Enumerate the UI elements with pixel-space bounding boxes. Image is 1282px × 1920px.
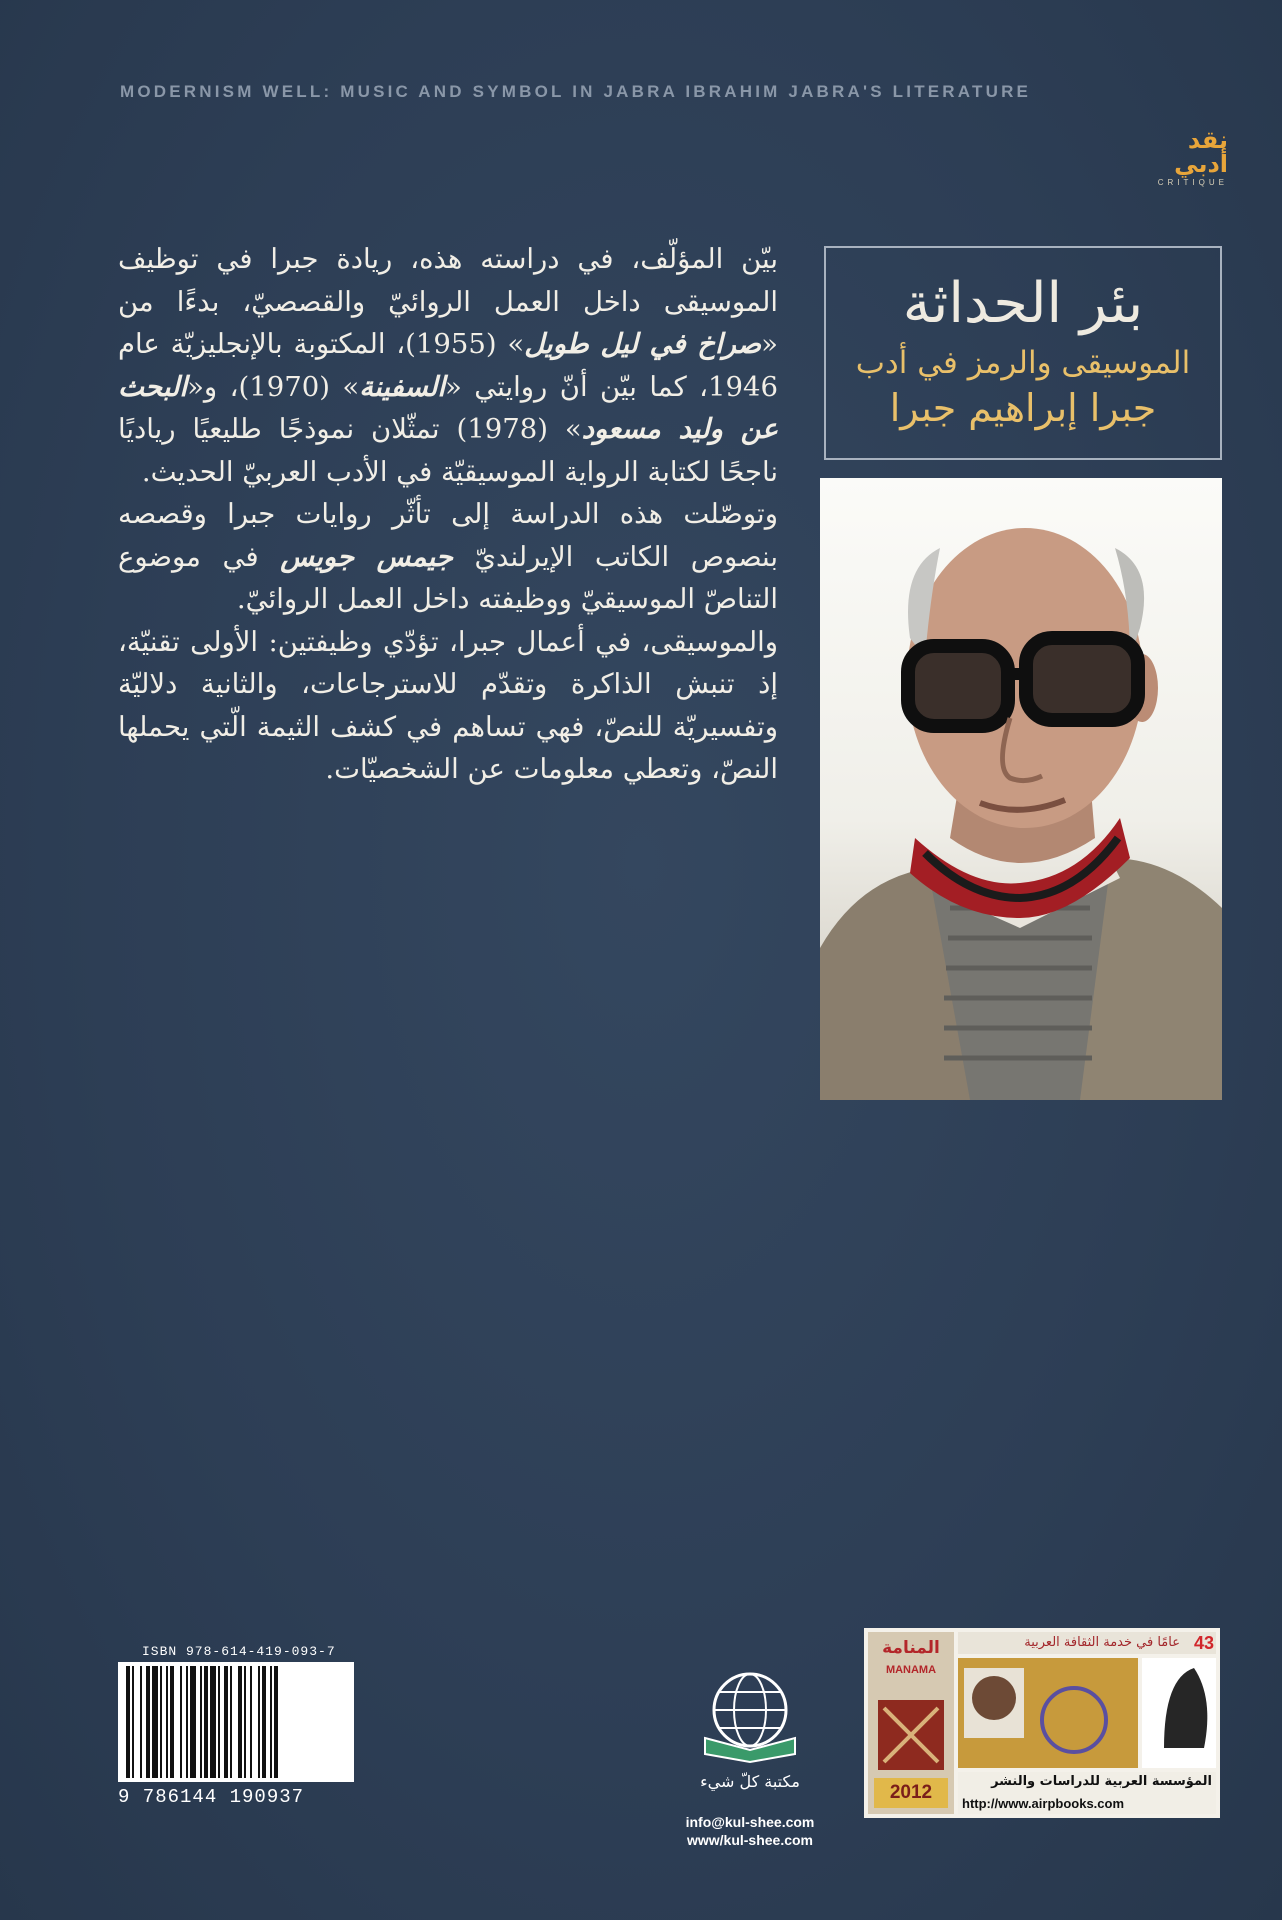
publisher-contact xyxy=(660,1813,840,1849)
barcode-bar xyxy=(244,1666,246,1778)
barcode-bar xyxy=(210,1666,216,1778)
barcode-bar xyxy=(186,1666,188,1778)
barcode-bar xyxy=(250,1666,252,1778)
barcode-bar xyxy=(140,1666,142,1778)
stamp-city-en: MANAMA xyxy=(885,1664,937,1676)
publisher-website: www/kul-shee.com xyxy=(686,1832,814,1848)
barcode-bar xyxy=(166,1666,168,1778)
barcode-bar xyxy=(126,1666,130,1778)
isbn-number: 9 786144 190937 xyxy=(118,1786,305,1808)
barcode-bar xyxy=(238,1666,242,1778)
barcode-bar xyxy=(230,1666,232,1778)
book-author: جبرا إبراهيم جبرا xyxy=(889,386,1157,430)
book-title: بئر الحداثة xyxy=(902,271,1144,336)
stamp-city-ar: المنامة xyxy=(882,1638,940,1658)
series-logo xyxy=(1126,126,1228,187)
barcode-bar xyxy=(180,1666,182,1778)
barcode-bar xyxy=(146,1666,150,1778)
barcode-bar xyxy=(152,1666,158,1778)
barcode-bar xyxy=(190,1666,196,1778)
barcode-bar xyxy=(200,1666,202,1778)
author-portrait-drawing xyxy=(820,478,1222,1100)
barcode-bars xyxy=(118,1662,354,1782)
globe-book-icon xyxy=(695,1668,805,1764)
publisher-block xyxy=(660,1668,840,1848)
description-paragraph-1: بيّن المؤلّف، في دراسته هذه، ريادة جبرا في توظيف الموسيقى داخل العمل الروائيّ والقصصيّ، بدءًا من «صراخ في ليل طويل» (1955)، المكتوبة بالإنجليزيّة عام 1946، كما بيّن أنّ روايتي «السفينة» (1970)، و«البحث عن وليد مسعود» (1978) تمثّلان نموذجًا طليعيًا رياديًا ناجحًا لكتابة الرواية الموسيقيّة في الأدب العربيّ الحديث. xyxy=(118,243,779,488)
barcode xyxy=(118,1644,354,1840)
barcode-bar xyxy=(274,1666,278,1778)
stamp-url: http://www.airpbooks.com xyxy=(962,1796,1125,1811)
description-paragraph-2: وتوصّلت هذه الدراسة إلى تأثّر روايات جبرا وقصصه بنصوص الكاتب الإيرلنديّ جيمس جويس في موضوع التناصّ الموسيقيّ ووظيفته داخل العمل الروائيّ. xyxy=(118,498,779,615)
barcode-stripes xyxy=(118,1662,354,1782)
series-logo-english: CRITIQUE xyxy=(1157,178,1228,187)
barcode-bar xyxy=(160,1666,162,1778)
description-text xyxy=(118,238,778,791)
barcode-bar xyxy=(204,1666,208,1778)
barcode-bar xyxy=(262,1666,266,1778)
author-portrait xyxy=(820,478,1222,1100)
publisher-stamp xyxy=(864,1628,1220,1818)
stamp-anniversary: 43 xyxy=(1193,1633,1214,1653)
barcode-bar xyxy=(258,1666,260,1778)
barcode-bar xyxy=(224,1666,228,1778)
title-box xyxy=(824,246,1222,460)
barcode-bar xyxy=(170,1666,174,1778)
barcode-bar xyxy=(132,1666,134,1778)
series-logo-arabic: نقد أدبي xyxy=(1174,126,1228,178)
book-subtitle: الموسيقى والرمز في أدب xyxy=(855,345,1191,381)
english-title: MODERNISM WELL: MUSIC AND SYMBOL IN JABRA IBRAHIM JABRA'S LITERATURE xyxy=(120,82,1032,101)
isbn-label: ISBN 978-614-419-093-7 xyxy=(142,1644,336,1659)
description-paragraph-3: والموسيقى، في أعمال جبرا، تؤدّي وظيفتين: الأولى تقنيّة، إذ تنبش الذاكرة وتقدّم للاسترجاعات، والثانية دلاليّة وتفسيريّة للنصّ، فهي تساهم في كشف الثيمة الّتي يحملها النصّ، وتعطي معلومات عن الشخصيّات. xyxy=(118,625,778,785)
stamp-headline: عامًا في خدمة الثقافة العربية xyxy=(1024,1635,1180,1650)
barcode-bar xyxy=(218,1666,220,1778)
publisher-email: info@kul-shee.com xyxy=(685,1814,815,1830)
barcode-bar xyxy=(270,1666,272,1778)
publisher-name: مكتبة كلّ شيء xyxy=(700,1772,800,1791)
stamp-year: 2012 xyxy=(889,1782,933,1803)
stamp-publisher: المؤسسة العربية للدراسات والنشر xyxy=(991,1774,1212,1789)
